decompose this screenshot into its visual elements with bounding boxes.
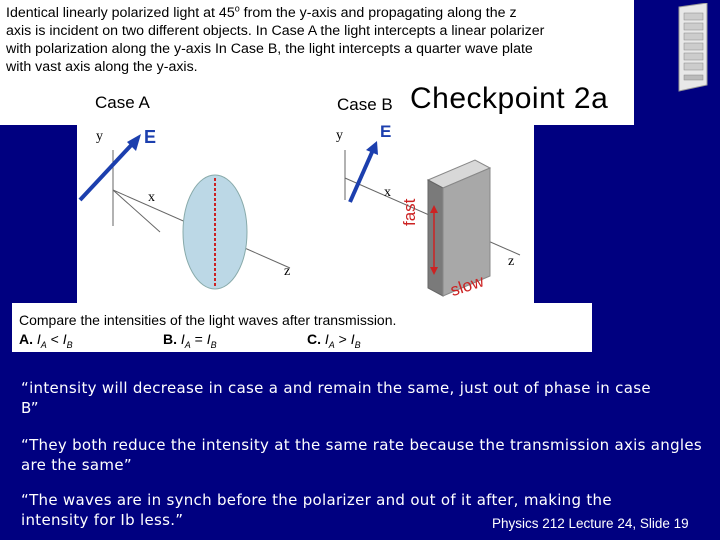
problem-line-1b: from the y-axis and propagating along the z <box>239 5 517 21</box>
option-b[interactable]: B. $I_A = I_B$ <box>163 331 217 350</box>
problem-line-2: axis is incident on two different objects. In Case A the light intercepts a linear polarizer <box>6 23 545 39</box>
option-c[interactable]: C. $I_A > I_B$ <box>307 331 361 350</box>
caseB-x-label: x <box>384 185 391 200</box>
fast-label: fast <box>400 198 419 226</box>
slide-footer: Physics 212 Lecture 24, Slide 19 <box>492 516 689 531</box>
caseA-E-label: E <box>144 127 157 147</box>
option-a-letter: A. <box>19 331 33 347</box>
caseB-E-label: E <box>380 122 392 141</box>
option-a[interactable]: A. $I_A < I_B$ <box>19 331 73 350</box>
option-c-letter: C. <box>307 331 321 347</box>
plate-side-face <box>428 180 443 296</box>
polarizer-ellipse <box>183 175 247 289</box>
degree-sup: o <box>234 3 240 14</box>
caseB-label: Case B <box>337 95 393 114</box>
student-answer-1: “intensity will decrease in case a and remain the same, just out of phase in case B” <box>21 379 651 417</box>
caseA-x-label: x <box>148 190 155 205</box>
caseA-label: Case A <box>95 93 150 112</box>
slow-label: slow <box>448 271 487 301</box>
caseB-z-label: z <box>508 254 515 269</box>
problem-line-1a: Identical linearly polarized light at 45 <box>6 5 235 21</box>
caseA-z-label: z <box>284 264 291 279</box>
question-prompt: Compare the intensities of the light waves after transmission. <box>19 312 397 328</box>
slide-nav-widget[interactable] <box>673 3 711 93</box>
student-answer-3: “The waves are in synch before the polarizer and out of it after, making the intensity for Ib less.” <box>21 491 612 529</box>
student-answer-2: “They both reduce the intensity at the same rate because the transmission axis angles are the same” <box>21 436 703 474</box>
caseA-y-label: y <box>96 129 103 144</box>
problem-line-3: with polarization along the y-axis In Case B, the light intercepts a quarter wave plate <box>6 41 533 57</box>
caseA-E-arrow <box>80 140 136 200</box>
slide-title: Checkpoint 2a <box>410 82 609 115</box>
caseB-y-label: y <box>336 128 343 143</box>
option-b-letter: B. <box>163 331 177 347</box>
caseB-E-arrow <box>350 150 373 202</box>
problem-line-4: with vast axis along the y-axis. <box>6 59 198 75</box>
